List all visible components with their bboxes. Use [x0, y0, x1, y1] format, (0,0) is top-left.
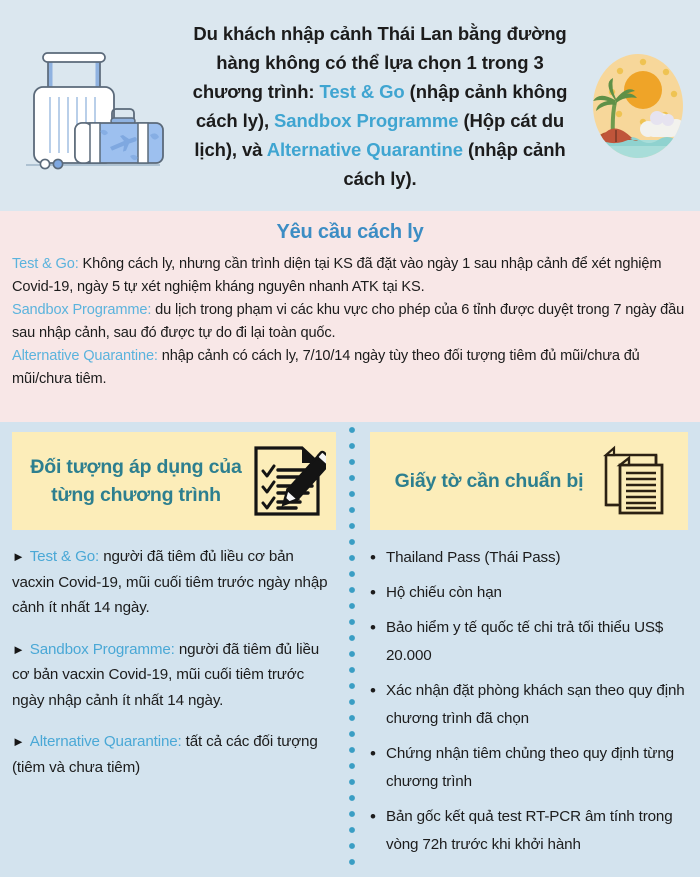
program-name-alternative-quarantine: Alternative Quarantine — [266, 138, 463, 160]
program-name-sandbox: Sandbox Programme — [274, 109, 459, 131]
list-item-text: Bản gốc kết quả test RT-PCR âm tính trong vòng 72h trước khi khởi hành — [386, 808, 673, 853]
quarantine-item-label: Test & Go: — [12, 256, 79, 272]
list-item-text: Bảo hiểm y tế quốc tế chi trả tối thiểu US$ 20.000 — [386, 619, 664, 664]
beach-sun-palm-icon — [582, 44, 694, 168]
dot-bullet-icon: • — [370, 583, 376, 602]
eligibility-header-box — [12, 432, 336, 530]
triangle-bullet-icon: ► — [12, 641, 25, 657]
list-item-text: người đã tiêm đủ liều cơ bản vacxin Covid-19, mũi cuối tiêm trước ngày nhập cảnh ít nhất 14 ngày. — [12, 548, 328, 616]
documents-papers-icon — [598, 445, 678, 517]
hero-text-2: (nhập cảnh không cách ly), — [195, 80, 568, 131]
quarantine-requirements-section — [0, 211, 700, 422]
documents-list — [370, 544, 688, 859]
quarantine-item-label: Alternative Quarantine: — [12, 348, 158, 364]
hero-text-4: (nhập cảnh cách ly). — [343, 138, 566, 189]
dot-bullet-icon: • — [370, 548, 376, 567]
quarantine-item-text: nhập cảnh có cách ly, 7/10/14 ngày tùy theo đối tượng tiêm đủ mũi/chưa đủ mũi/chưa tiêm. — [12, 348, 640, 387]
hero-section — [0, 0, 700, 211]
list-item-text: tất cả các đối tượng (tiêm và chưa tiêm) — [12, 733, 318, 776]
checklist-pencil-icon — [250, 444, 326, 518]
columns-section — [0, 422, 700, 877]
list-item-label: Alternative Quarantine: — [29, 733, 182, 750]
hero-text-1: Du khách nhập cảnh Thái Lan bằng đường hàng không có thể lựa chọn 1 trong 3 chương trình: — [192, 22, 567, 102]
quarantine-heading: Yêu cầu cách ly — [276, 221, 424, 243]
eligibility-header-title: Đối tượng áp dụng của từng chương trình — [30, 456, 242, 506]
list-item — [370, 579, 688, 607]
list-item-text: Xác nhận đặt phòng khách sạn theo quy định chương trình đã chọn — [386, 682, 685, 727]
dot-bullet-icon: • — [370, 744, 376, 763]
eligibility-column — [0, 432, 348, 877]
quarantine-item — [12, 345, 688, 390]
list-item — [370, 803, 688, 859]
dot-bullet-icon: • — [370, 681, 376, 700]
dot-bullet-icon: • — [370, 618, 376, 637]
list-item-text: người đã tiêm đủ liều cơ bản vacxin Covid-19, mũi cuối tiêm trước ngày nhập cảnh ít nhất 14 ngày. — [12, 640, 320, 709]
list-item-text: Hộ chiếu còn hạn — [386, 584, 502, 601]
list-item — [370, 614, 688, 670]
triangle-bullet-icon: ► — [12, 549, 25, 564]
list-item — [370, 740, 688, 796]
documents-column — [348, 432, 700, 877]
quarantine-item-text: du lịch trong phạm vi các khu vực cho phép của 6 tỉnh được duyệt trong 7 ngày đầu sau nhập cảnh, sau đó được tự do đi lại toàn quốc. — [12, 302, 685, 341]
quarantine-item — [12, 299, 688, 344]
list-item — [12, 729, 336, 780]
list-item — [12, 637, 336, 714]
quarantine-item-label: Sandbox Programme: — [12, 302, 152, 318]
list-item — [12, 544, 336, 621]
list-item — [370, 544, 688, 572]
quarantine-item — [12, 253, 688, 298]
eligibility-list — [12, 544, 336, 780]
list-item-label: Test & Go: — [29, 548, 100, 565]
luggage-suitcases-icon — [6, 31, 178, 181]
list-item-text: Chứng nhận tiêm chủng theo quy định từng chương trình — [386, 745, 674, 790]
list-item-label: Sandbox Programme: — [29, 640, 175, 658]
triangle-bullet-icon: ► — [12, 734, 25, 749]
documents-header-box — [370, 432, 688, 530]
hero-text — [178, 19, 582, 193]
quarantine-item-text: Không cách ly, nhưng cần trình diện tại KS đã đặt vào ngày 1 sau nhập cảnh để xét nghiệm Covid-19, ngày 5 tự xét nghiệm kháng nguyên nhanh ATK tại KS. — [12, 256, 662, 295]
list-item — [370, 677, 688, 733]
hero-text-3: (Hộp cát du lịch), và — [194, 109, 565, 160]
program-name-test-and-go: Test & Go — [319, 80, 405, 102]
list-item-text: Thailand Pass (Thái Pass) — [386, 549, 561, 566]
documents-header-title: Giấy tờ cần chuẩn bị — [394, 470, 584, 492]
dot-bullet-icon: • — [370, 807, 376, 826]
